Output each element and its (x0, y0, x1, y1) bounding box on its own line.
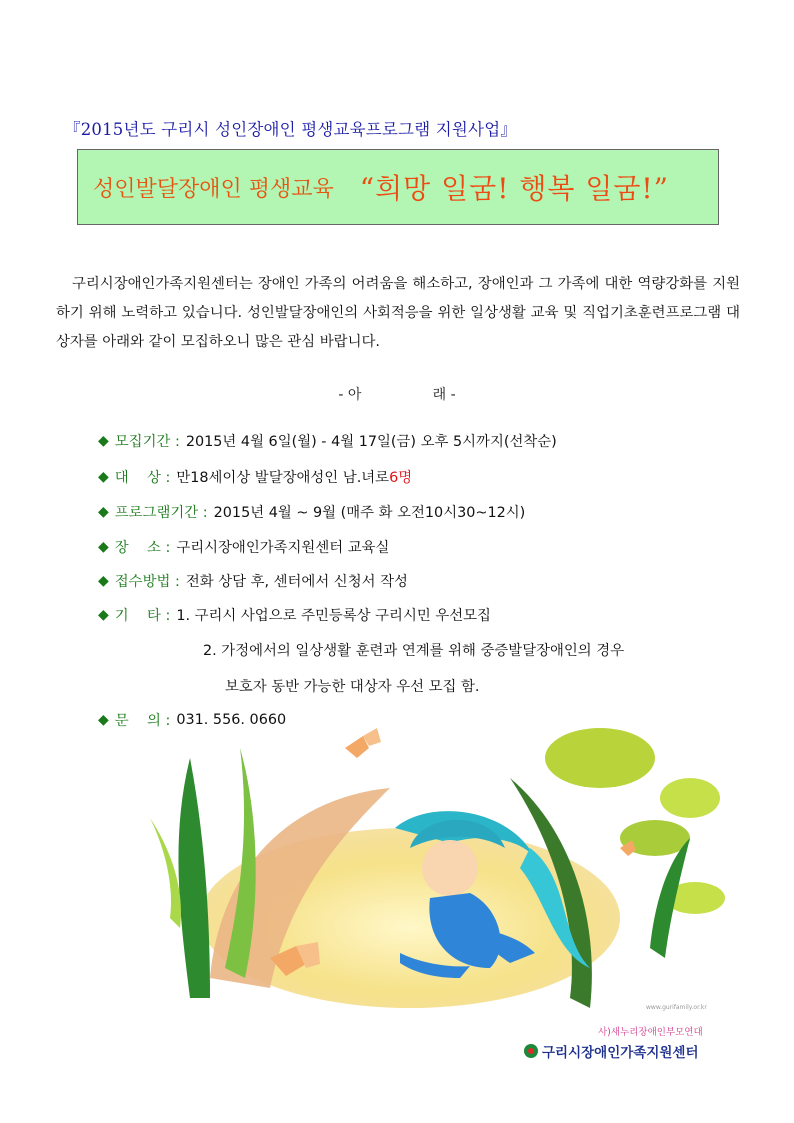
diamond-icon: ◆ (98, 572, 109, 589)
item-program-period (98, 501, 525, 522)
item-label: 모집기간 : (114, 434, 180, 450)
item-label: 장 소 : (114, 540, 171, 556)
item-etc (98, 604, 491, 625)
diamond-icon: ◆ (98, 503, 109, 520)
etc-line-2: 2. 가정에서의 일상생활 훈련과 연계를 위해 중증발달장애인의 경우 (203, 643, 625, 659)
item-value: 2015년 4월 ~ 9월 (매주 화 오전10시30~12시) (213, 505, 526, 521)
item-value: 만18세이상 발달장애성인 남.녀로 (176, 470, 390, 486)
item-label: 대 상 : (114, 470, 171, 486)
intro-section (56, 270, 740, 357)
notice-heading: - 아 래 - (338, 387, 456, 403)
item-label: 프로그램기간 : (114, 505, 208, 521)
illustration-image (150, 718, 735, 1018)
item-value: 전화 상담 후, 센터에서 신청서 작성 (185, 574, 408, 590)
diamond-icon: ◆ (98, 538, 109, 555)
item-highlight: 6명 (389, 470, 413, 486)
banner-subtitle: 성인발달장애인 평생교육 (93, 176, 334, 202)
item-label: 기 타 : (114, 608, 171, 624)
item-value: 2015년 4월 6일(월) - 4월 17일(금) 오후 5시까지(선착순) (185, 434, 557, 450)
footer-url: www.gurifamily.or.kr (646, 1004, 707, 1011)
item-recruit-period (98, 430, 557, 451)
item-application-method (98, 570, 408, 591)
item-label: 문 의 : (114, 713, 171, 729)
diamond-icon: ◆ (98, 606, 109, 623)
item-target (98, 466, 412, 487)
intro-paragraph: 구리시장애인가족지원센터는 장애인 가족의 어려움을 해소하고, 장애인과 그 가족에 대한 역량강화를 지원하기 위해 노력하고 있습니다. 성인발달장애인의 사회적응을 위한 일상생활 교육 및 직업기초훈련프로그램 대상자를 아래와 같이 모집하오니 많은 관심 바랍니다. (56, 276, 740, 350)
footer-logo (524, 1041, 699, 1061)
item-value: 1. 구리시 사업으로 주민등록상 구리시민 우선모집 (176, 608, 491, 624)
diamond-icon: ◆ (98, 468, 109, 485)
center-logo-icon (524, 1044, 538, 1058)
footer-center-name: 구리시장애인가족지원센터 (542, 1045, 699, 1061)
item-value: 구리시장애인가족지원센터 교육실 (176, 540, 390, 556)
item-value: 031. 556. 0660 (176, 711, 287, 728)
item-label: 접수방법 : (114, 574, 180, 590)
item-location (98, 536, 389, 557)
diamond-icon: ◆ (98, 432, 109, 449)
etc-line-3: 보호자 동반 가능한 대상자 우선 모집 함. (225, 679, 480, 695)
document-title: 『2015년도 구리시 성인장애인 평생교육프로그램 지원사업』 (64, 120, 518, 139)
footer-org: 사)새누리장애인부모연대 (598, 1027, 703, 1038)
title-banner (77, 149, 719, 225)
banner-slogan: “희망 일굼! 행복 일굼!” (359, 172, 670, 205)
diamond-icon: ◆ (98, 711, 109, 728)
